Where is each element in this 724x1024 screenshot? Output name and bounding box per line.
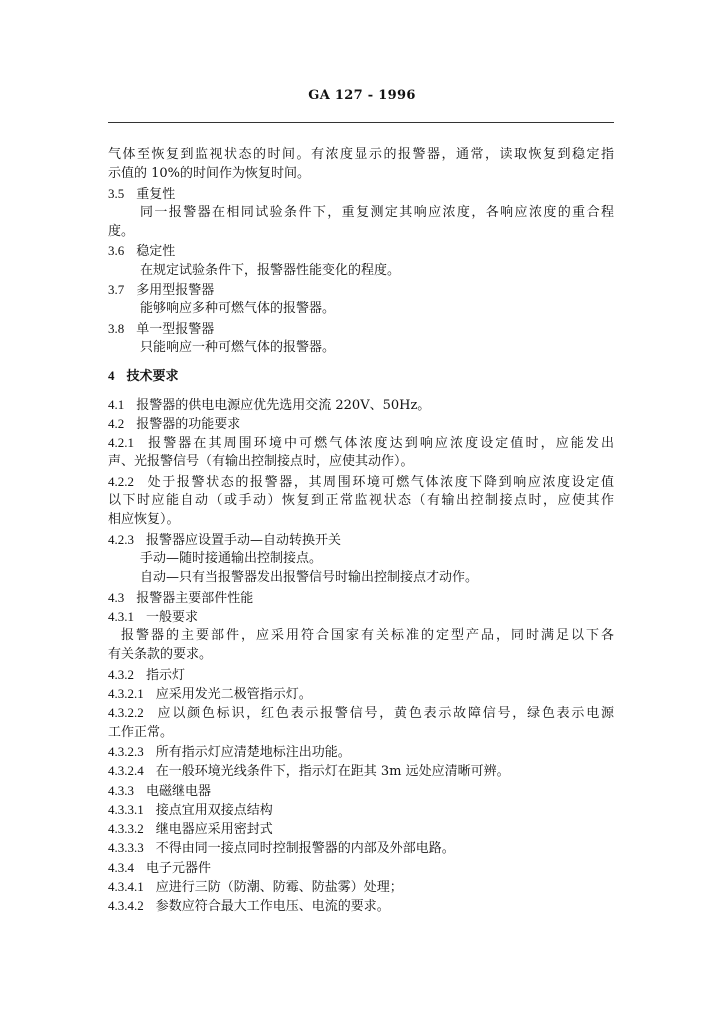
paragraph-line: 声、光报警信号（有输出控制接点时，应使其动作）。	[108, 454, 414, 470]
clause-4-2-2	[108, 472, 614, 491]
clause-4-2	[108, 414, 614, 433]
paragraph-line: 报警器的主要部件，应采用符合国家有关标准的定型产品，同时满足以下各	[121, 628, 614, 644]
paragraph-line: 示值的 10%的时间作为恢复时间。	[108, 166, 311, 182]
paragraph-line: 手动—随时接通输出控制接点。	[140, 550, 323, 566]
section-4-heading	[108, 366, 614, 385]
clause-number: 4.3.2.1	[108, 686, 144, 702]
clause-number: 3.5	[108, 185, 125, 201]
clause-number: 4.3	[108, 589, 125, 605]
clause-4-3-3-2	[108, 819, 614, 838]
clause-text: 报警器在其周围环境中可燃气体浓度达到响应浓度设定值时，应能发出	[146, 436, 614, 452]
clause-4-2-3	[108, 530, 614, 549]
clause-text: 报警器的供电电源应优先选用交流 220V、50Hz。	[136, 397, 431, 413]
clause-3-5	[108, 184, 614, 203]
clause-4-3	[108, 588, 614, 607]
clause-text: 应进行三防（防潮、防霉、防盐雾）处理；	[155, 879, 403, 895]
clause-3-6	[108, 241, 614, 260]
clause-text: 应以颜色标识，红色表示报警信号，黄色表示故障信号，绿色表示电源	[155, 706, 614, 722]
clause-3-7	[108, 280, 614, 299]
clause-3-8	[108, 319, 614, 338]
clause-title: 重复性	[136, 186, 176, 202]
clause-text: 在一般环境光线条件下，指示灯在距其 3m 远处应清晰可辨。	[155, 764, 510, 780]
paragraph-line: 度。	[108, 224, 135, 240]
clause-4-3-2-1	[108, 684, 614, 703]
clause-text: 电磁继电器	[146, 783, 212, 799]
clause-title: 单一型报警器	[136, 321, 215, 337]
paragraph-line: 在规定试验条件下，报警器性能变化的程度。	[140, 262, 401, 278]
clause-number: 4.3.2.3	[108, 743, 144, 759]
clause-number: 3.8	[108, 320, 125, 336]
clause-number: 4.3.2.4	[108, 763, 144, 779]
clause-number: 4.3.3.2	[108, 821, 144, 837]
paragraph-line: 能够响应多种可燃气体的报警器。	[140, 301, 336, 317]
clause-number: 4.2.3	[108, 531, 134, 547]
clause-number: 4.3.2	[108, 666, 134, 682]
paragraph-line: 工作正常。	[108, 724, 174, 740]
section-title: 技术要求	[126, 369, 179, 385]
clause-number: 4.2	[108, 415, 125, 431]
clause-4-3-4-1	[108, 877, 614, 896]
clause-number: 4.2.1	[108, 435, 134, 451]
clause-4-3-1	[108, 607, 614, 626]
clause-text: 继电器应采用密封式	[155, 822, 273, 838]
paragraph-line: 有关条款的要求。	[108, 647, 213, 663]
clause-4-3-3	[108, 781, 614, 800]
clause-text: 不得由同一接点同时控制报警器的内部及外部电路。	[155, 841, 455, 857]
clause-title: 多用型报警器	[136, 283, 215, 299]
clause-text: 报警器的功能要求	[136, 416, 241, 432]
clause-text: 所有指示灯应清楚地标注出功能。	[155, 744, 351, 760]
clause-text: 电子元器件	[146, 860, 212, 876]
clause-text: 报警器主要部件性能	[136, 590, 254, 606]
paragraph-line: 以下时应能自动（或手动）恢复到正常监视状态（有输出控制接点时，应使其作	[108, 493, 614, 509]
clause-number: 4.3.1	[108, 608, 134, 624]
clause-4-3-3-3	[108, 838, 614, 857]
clause-text: 报警器应设置手动—自动转换开关	[146, 532, 342, 548]
clause-number: 4.3.3.1	[108, 801, 144, 817]
paragraph-line: 自动—只有当报警器发出报警信号时输出控制接点才动作。	[140, 570, 479, 586]
section-number: 4	[108, 368, 115, 384]
document-header-code: GA 127 - 1996	[308, 88, 416, 103]
clause-number: 4.3.3.3	[108, 840, 144, 856]
clause-text: 指示灯	[146, 667, 186, 683]
clause-4-3-3-1	[108, 800, 614, 819]
clause-number: 3.6	[108, 243, 125, 259]
clause-text: 一般要求	[146, 609, 199, 625]
document-body	[108, 145, 614, 916]
clause-number: 4.3.4.1	[108, 878, 144, 894]
clause-text: 应采用发光二极管指示灯。	[155, 687, 312, 703]
clause-text: 处于报警状态的报警器，其周围环境可燃气体浓度下降到响应浓度设定值	[146, 474, 614, 490]
clause-4-3-2-3	[108, 742, 614, 761]
clause-4-3-4-2	[108, 896, 614, 915]
clause-4-3-2-4	[108, 761, 614, 780]
clause-number: 4.3.4	[108, 859, 134, 875]
clause-number: 4.3.4.2	[108, 898, 144, 914]
clause-number: 4.3.3	[108, 782, 134, 798]
paragraph-line: 只能响应一种可燃气体的报警器。	[140, 339, 336, 355]
clause-text: 接点宜用双接点结构	[155, 802, 273, 818]
clause-4-1	[108, 395, 614, 414]
clause-4-2-1	[108, 433, 614, 452]
clause-4-3-2	[108, 665, 614, 684]
clause-4-3-2-2	[108, 703, 614, 722]
header-rule	[108, 122, 614, 123]
paragraph-line: 同一报警器在相同试验条件下，重复测定其响应浓度，各响应浓度的重合程	[140, 204, 614, 220]
clause-title: 稳定性	[136, 244, 176, 260]
clause-number: 4.2.2	[108, 473, 134, 489]
clause-number: 3.7	[108, 282, 125, 298]
clause-number: 4.1	[108, 396, 125, 412]
clause-4-3-4	[108, 858, 614, 877]
paragraph-line: 相应恢复）。	[108, 512, 180, 528]
clause-text: 参数应符合最大工作电压、电流的要求。	[155, 899, 390, 915]
paragraph-line: 气体至恢复到监视状态的时间。有浓度显示的报警器，通常，读取恢复到稳定指	[108, 147, 614, 162]
clause-number: 4.3.2.2	[108, 705, 144, 721]
